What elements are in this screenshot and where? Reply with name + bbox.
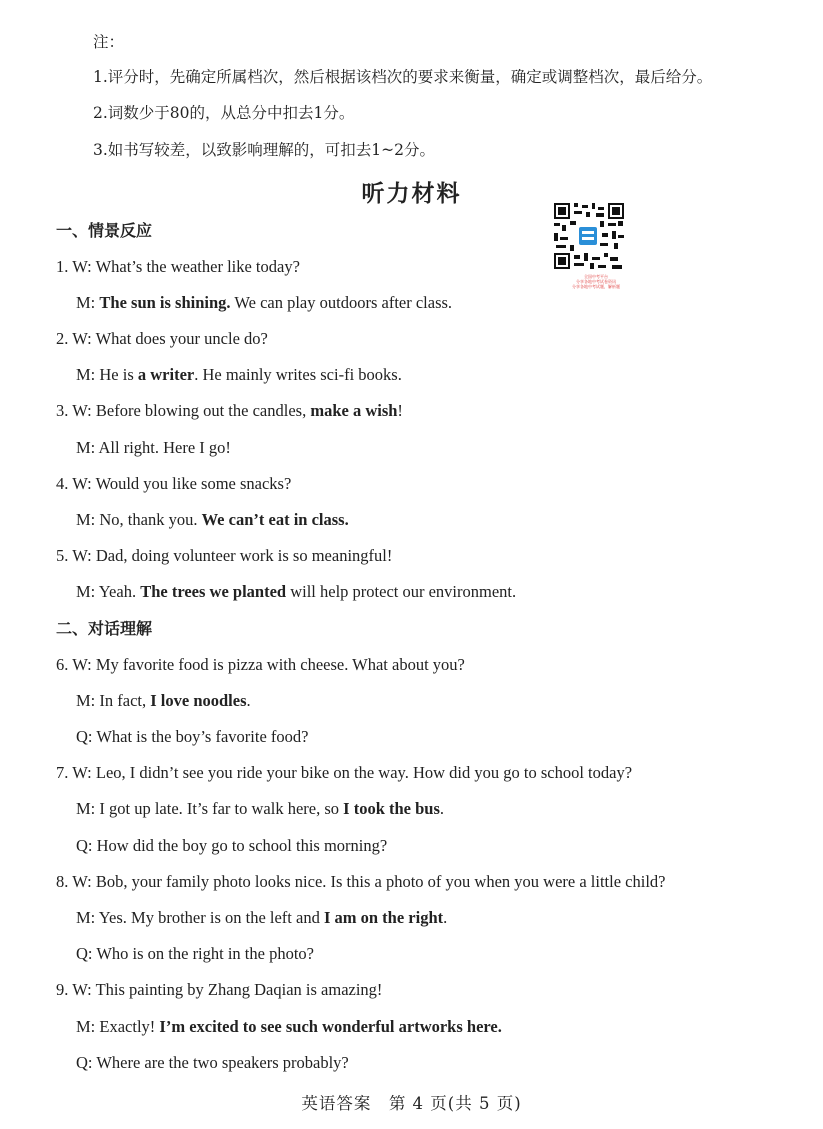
answer-key: I’m excited to see such wonderful artworks here. (159, 1017, 502, 1036)
dialogue-line (76, 726, 308, 748)
utterance: This painting by Zhang Daqian is amazing! (95, 980, 383, 999)
qr-caption-line: 分享各地中考试卷资讯 (576, 279, 616, 284)
speaker: Q: (76, 1053, 93, 1072)
dialogue-line (56, 762, 632, 784)
page-title: 听力材料 (361, 181, 462, 207)
speaker: Q: (76, 836, 93, 855)
speaker: M: (76, 799, 96, 818)
note-item: 3.如书写较差，以致影响理解的，可扣去1~2分。 (93, 141, 436, 159)
speaker: W: (72, 401, 92, 420)
dialogue-line (76, 798, 444, 820)
speaker: W: (72, 329, 92, 348)
utterance: In fact, (99, 691, 151, 710)
utterance: Yeah. (98, 582, 141, 601)
qr-caption (556, 274, 636, 289)
speaker: M: (76, 293, 96, 312)
notes-label: 注： (93, 33, 125, 51)
item-number: 5. (56, 546, 69, 565)
answer-key: We can’t eat in class. (201, 510, 349, 529)
dialogue-line (76, 509, 349, 531)
speaker: M: (76, 691, 96, 710)
dialogue-line (56, 979, 382, 1001)
speaker: M: (76, 1017, 96, 1036)
speaker: Q: (76, 727, 93, 746)
utterance: What’s the weather like today? (95, 257, 300, 276)
utterance: ! (397, 401, 403, 420)
utterance: How did the boy go to school this morning? (96, 836, 388, 855)
speaker: W: (72, 257, 92, 276)
utterance: What is the boy’s favorite food? (96, 727, 309, 746)
section-heading: 二、对话理解 (56, 619, 153, 638)
speaker: M: (76, 582, 96, 601)
page-footer: 英语答案 第 4 页(共 5 页) (301, 1094, 522, 1113)
dialogue-line (56, 328, 268, 350)
utterance: My favorite food is pizza with cheese. What about you? (95, 655, 465, 674)
utterance: Where are the two speakers probably? (96, 1053, 349, 1072)
note-item: 2.词数少于80的，从总分中扣去1分。 (93, 104, 355, 122)
utterance: We can play outdoors after class. (230, 293, 453, 312)
answer-key: The sun is shining. (99, 293, 231, 312)
dialogue-line (76, 364, 402, 386)
speaker: W: (72, 546, 92, 565)
dialogue-line (76, 690, 251, 712)
answer-key: I love noodles (150, 691, 247, 710)
utterance: Leo, I didn’t see you ride your bike on the way. How did you go to school today? (95, 763, 633, 782)
speaker: W: (72, 763, 92, 782)
dialogue-line (76, 581, 516, 603)
utterance: Bob, your family photo looks nice. Is this a photo of you when you were a little child? (95, 872, 666, 891)
dialogue-line (56, 871, 665, 893)
answer-key: make a wish (310, 401, 398, 420)
dialogue-line (56, 256, 300, 278)
answer-key: I am on the right (323, 908, 444, 927)
answer-key: I took the bus (343, 799, 440, 818)
speaker: M: (76, 510, 96, 529)
utterance: . (439, 799, 445, 818)
speaker: W: (72, 655, 92, 674)
dialogue-line (56, 545, 392, 567)
speaker: W: (72, 474, 92, 493)
dialogue-line (76, 437, 231, 459)
speaker: W: (72, 872, 92, 891)
dialogue-line (76, 1016, 502, 1038)
speaker: M: (76, 438, 96, 457)
dialogue-line (76, 835, 387, 857)
dialogue-line (56, 400, 403, 422)
item-number: 1. (56, 257, 69, 276)
utterance: Would you like some snacks? (95, 474, 292, 493)
utterance: He is (99, 365, 138, 384)
section-heading: 一、情景反应 (56, 221, 153, 240)
qr-caption-line: 全国中考平台 (584, 274, 608, 279)
note-item: 1.评分时，先确定所属档次，然后根据该档次的要求来衡量，确定或调整档次，最后给分。 (93, 68, 713, 86)
dialogue-line (76, 907, 447, 929)
utterance: No, thank you. (99, 510, 202, 529)
item-number: 7. (56, 763, 69, 782)
item-number: 2. (56, 329, 69, 348)
dialogue-line (56, 654, 465, 676)
speaker: Q: (76, 944, 93, 963)
answer-key: The trees we planted (140, 582, 287, 601)
dialogue-line (56, 473, 291, 495)
speaker: W: (72, 980, 92, 999)
dialogue-line (76, 292, 452, 314)
utterance: I got up late. It’s far to walk here, so (99, 799, 344, 818)
utterance: . (443, 908, 448, 927)
utterance: Dad, doing volunteer work is so meaningful! (95, 546, 393, 565)
qr-code-image (552, 201, 626, 271)
dialogue-line (76, 943, 314, 965)
utterance: All right. Here I go! (98, 438, 231, 457)
utterance: Yes. My brother is on the left and (98, 908, 324, 927)
dialogue-line (76, 1052, 349, 1074)
speaker: M: (76, 365, 96, 384)
item-number: 4. (56, 474, 69, 493)
qr-caption-line: 分享各地中考试题，解析题 (572, 284, 620, 289)
item-number: 8. (56, 872, 69, 891)
item-number: 9. (56, 980, 69, 999)
utterance: will help protect our environment. (286, 582, 517, 601)
utterance: Before blowing out the candles, (95, 401, 311, 420)
utterance: What does your uncle do? (95, 329, 268, 348)
utterance: Exactly! (99, 1017, 160, 1036)
utterance: . (246, 691, 251, 710)
item-number: 6. (56, 655, 69, 674)
answer-key: a writer (137, 365, 195, 384)
item-number: 3. (56, 401, 69, 420)
utterance: . He mainly writes sci-fi books. (194, 365, 402, 384)
speaker: M: (76, 908, 96, 927)
utterance: Who is on the right in the photo? (96, 944, 315, 963)
